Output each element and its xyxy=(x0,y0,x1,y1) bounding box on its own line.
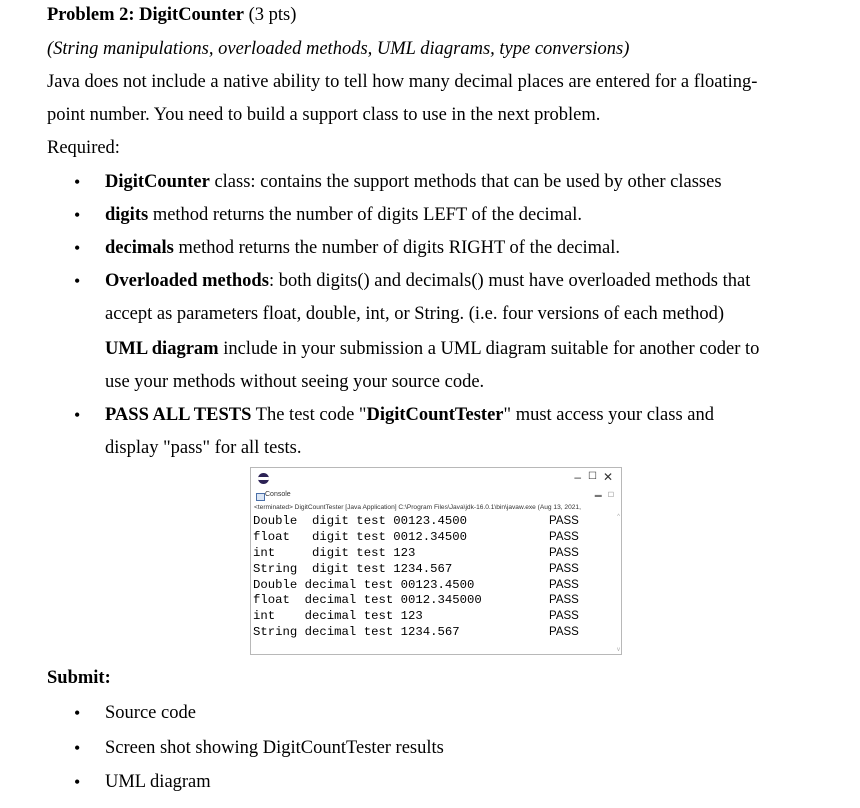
pass-label: PASS xyxy=(549,626,579,639)
output-row: float digit test 0012.34500 PASS xyxy=(253,529,579,544)
bullet-icon: • xyxy=(74,772,81,792)
console-output xyxy=(253,514,579,641)
req-item-overloaded: Overloaded methods: both digits() and decimals() must have overloaded methods that xyxy=(105,271,751,291)
eclipse-icon xyxy=(258,473,269,484)
pass-label: PASS xyxy=(549,562,579,575)
bullet-icon: • xyxy=(74,271,81,291)
output-row: String digit test 1234.567 PASS xyxy=(253,561,579,576)
bullet-icon: • xyxy=(74,172,81,192)
bullet-icon: • xyxy=(74,703,81,723)
output-row: int digit test 123 PASS xyxy=(253,545,579,560)
pass-label: PASS xyxy=(549,578,579,591)
terminated-status: <terminated> DigitCountTester [Java Application] C:\Program Files\Java\jdk-16.0.1\bin\javaw.exe (Aug 13, 2021, xyxy=(254,504,581,511)
intro-line-1: Java does not include a native ability to tell how many decimal places are entered for a floating- xyxy=(47,72,758,92)
pass-label: PASS xyxy=(549,515,579,527)
req-item-uml: UML diagram include in your submission a UML diagram suitable for another coder to xyxy=(105,339,760,359)
bullet-icon: • xyxy=(74,238,81,258)
bullet-icon: • xyxy=(74,405,81,425)
req-item-tests: PASS ALL TESTS The test code "DigitCountTester" must access your class and xyxy=(105,405,714,425)
console-tab[interactable] xyxy=(251,490,621,504)
output-row: int decimal test 123 PASS xyxy=(253,609,579,624)
close-icon[interactable]: ✕ xyxy=(602,470,613,484)
minimize-icon[interactable]: – xyxy=(574,470,581,484)
scroll-up-icon[interactable]: ^ xyxy=(617,514,620,520)
problem-title: Problem 2: DigitCounter (3 pts) xyxy=(47,5,297,25)
submit-item: Screen shot showing DigitCountTester results xyxy=(105,738,444,758)
bullet-icon: • xyxy=(74,205,81,225)
intro-line-2: point number. You need to build a support class to use in the next problem. xyxy=(47,105,601,125)
req-item-class: DigitCounter class: contains the support methods that can be used by other classes xyxy=(105,172,722,192)
submit-item: UML diagram xyxy=(105,772,211,792)
output-row: String decimal test 1234.567 PASS xyxy=(253,625,579,640)
scroll-down-icon[interactable]: v xyxy=(617,647,620,653)
console-window xyxy=(250,467,622,655)
req-item-tests-cont: display "pass" for all tests. xyxy=(105,438,302,458)
problem-subtitle: (String manipulations, overloaded methods, UML diagrams, type conversions) xyxy=(47,39,630,59)
maximize-icon[interactable]: ☐ xyxy=(588,471,597,482)
pass-label: PASS xyxy=(549,530,579,543)
window-titlebar xyxy=(251,468,621,490)
pass-label: PASS xyxy=(549,546,579,559)
req-item-digits: digits method returns the number of digits LEFT of the decimal. xyxy=(105,205,582,225)
console-tab-label: Console xyxy=(265,491,291,498)
output-row: float decimal test 0012.345000 PASS xyxy=(253,593,579,608)
req-item-overloaded-cont: accept as parameters float, double, int, or String. (i.e. four versions of each method) xyxy=(105,304,725,324)
bullet-icon: • xyxy=(74,738,81,758)
output-row: Double decimal test 00123.4500 PASS xyxy=(253,577,579,592)
submit-item: Source code xyxy=(105,703,196,723)
pass-label: PASS xyxy=(549,610,579,623)
req-item-decimals: decimals method returns the number of digits RIGHT of the decimal. xyxy=(105,238,620,258)
required-label: Required: xyxy=(47,138,120,158)
output-row: Double digit test 00123.4500 PASS xyxy=(253,514,579,528)
pass-label: PASS xyxy=(549,594,579,607)
submit-label: Submit: xyxy=(47,668,111,688)
req-item-uml-cont: use your methods without seeing your source code. xyxy=(105,372,485,392)
console-icon xyxy=(256,493,265,501)
view-controls-icon[interactable]: ▬ ☐ xyxy=(594,492,616,499)
